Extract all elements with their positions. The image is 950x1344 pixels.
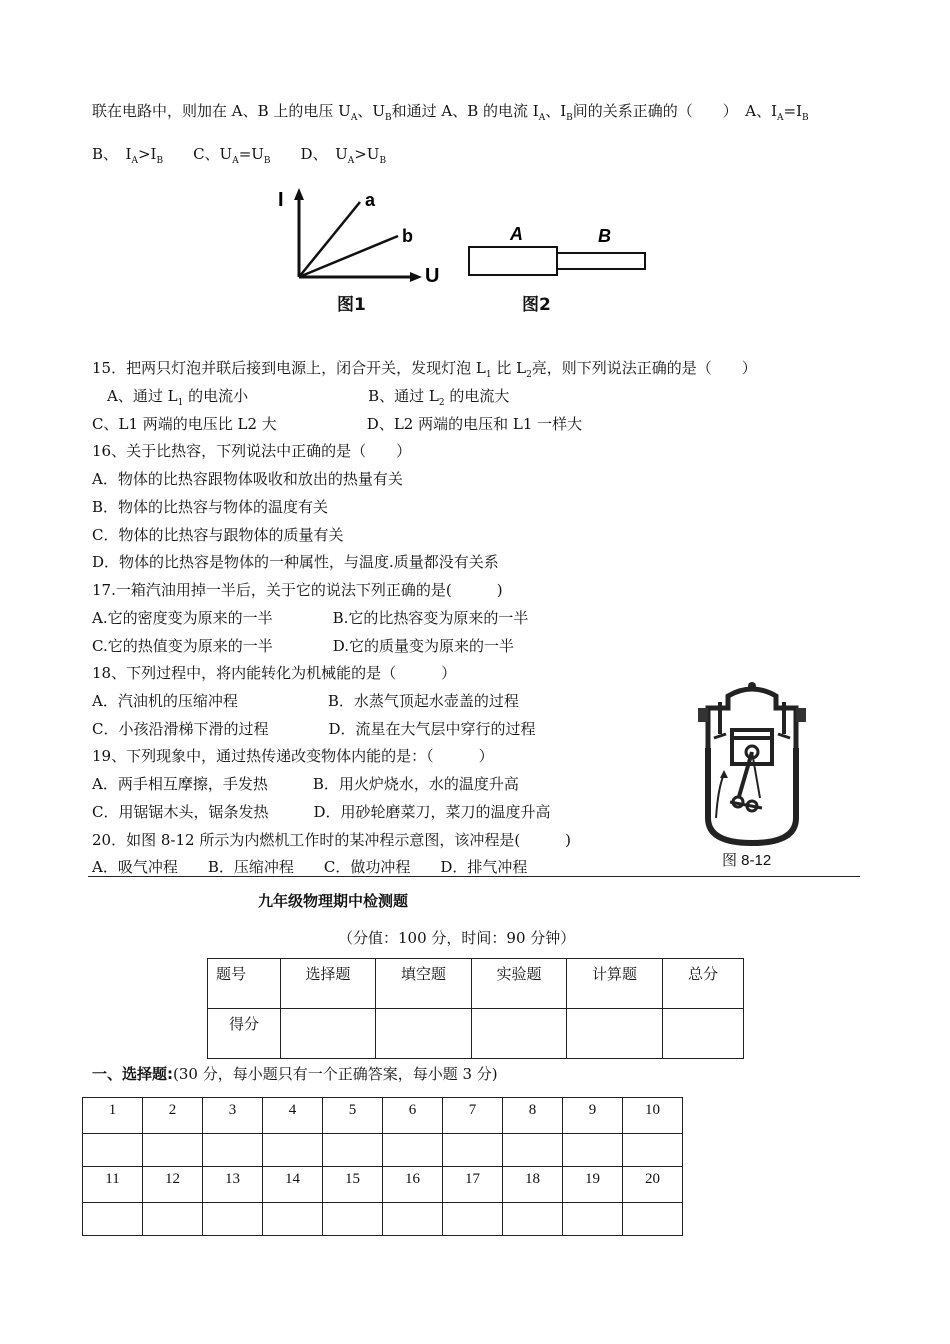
axis-label-u: U — [425, 265, 440, 287]
score-cell[interactable] — [567, 1009, 663, 1059]
answer-cell[interactable] — [203, 1203, 263, 1236]
figure-2-conductors — [465, 220, 655, 290]
line-label-a: a — [365, 190, 376, 210]
score-header: 总分 — [663, 959, 744, 1009]
answer-number: 16 — [383, 1167, 443, 1203]
answer-blank-row — [83, 1203, 683, 1236]
engine-cylinder-figure — [690, 678, 815, 848]
answer-cell[interactable] — [383, 1203, 443, 1236]
answer-cell[interactable] — [143, 1134, 203, 1167]
answer-number: 3 — [203, 1098, 263, 1134]
exam-title: 九年级物理期中检测题 — [258, 892, 409, 910]
section-1-heading — [92, 1064, 498, 1084]
q15-options-ab: A、通过 $L_1$ 的电流小 B、通过 $L_2$ 的电流大 — [92, 387, 510, 408]
answer-number: 5 — [323, 1098, 383, 1134]
answer-grid — [82, 1097, 683, 1236]
answer-cell[interactable] — [323, 1134, 383, 1167]
answer-cell[interactable] — [263, 1203, 323, 1236]
answer-number: 10 — [623, 1098, 683, 1134]
q16-option-a: A．物体的比热容跟物体吸收和放出的热量有关 — [92, 470, 403, 488]
answer-number: 19 — [563, 1167, 623, 1203]
q15-stem: 15．把两只灯泡并联后接到电源上，闭合开关，发现灯泡 $L_1$ 比 $L_2$亮，则下列说法正确的是（ ） — [92, 359, 757, 380]
answer-number: 20 — [623, 1167, 683, 1203]
conductor-label-a: A — [510, 224, 523, 244]
answer-number: 7 — [443, 1098, 503, 1134]
answer-blank-row — [83, 1134, 683, 1167]
section-1-note: (30 分，每小题只有一个正确答案，每小题 3 分) — [173, 1065, 498, 1083]
answer-cell[interactable] — [563, 1203, 623, 1236]
answer-number: 8 — [503, 1098, 563, 1134]
score-header: 填空题 — [376, 959, 472, 1009]
score-header: 实验题 — [472, 959, 567, 1009]
score-cell[interactable] — [281, 1009, 376, 1059]
answer-cell[interactable] — [503, 1203, 563, 1236]
answer-number-row — [83, 1098, 683, 1134]
q18-stem: 18、下列过程中，将内能转化为机械能的是（ ） — [92, 664, 457, 682]
figure-1-label: 图1 — [337, 295, 366, 315]
q14-line-2: B、 $I_A>I_B$ C、$U_A=U_B$ D、 $U_A>U_B$ — [92, 145, 387, 166]
answer-number: 2 — [143, 1098, 203, 1134]
line-label-b: b — [402, 226, 413, 246]
conductor-label-b: B — [598, 226, 611, 246]
answer-number: 6 — [383, 1098, 443, 1134]
answer-cell[interactable] — [203, 1134, 263, 1167]
q19-options-cd: C．用锯锯木头，锯条发热 D．用砂轮磨菜刀，菜刀的温度升高 — [92, 803, 551, 821]
figure-1-iu-graph — [270, 180, 450, 290]
score-header: 选择题 — [281, 959, 376, 1009]
q14-line-1: 联在电路中，则加在 A、B 上的电压 $U_A$、$U_B$和通过 A、B 的电流 $I_A$、$I_B$间的关系正确的（ ） A、$I_A=I_B$ — [92, 102, 809, 123]
answer-number: 4 — [263, 1098, 323, 1134]
q17-stem: 17.一箱汽油用掉一半后，关于它的说法下列正确的是( ) — [92, 581, 503, 599]
score-cell[interactable] — [376, 1009, 472, 1059]
engine-figure-label: 图 8-12 — [722, 852, 772, 869]
answer-number-row — [83, 1167, 683, 1203]
answer-cell[interactable] — [83, 1134, 143, 1167]
answer-cell[interactable] — [623, 1203, 683, 1236]
q19-stem: 19、下列现象中，通过热传递改变物体内能的是：（ ） — [92, 747, 494, 765]
answer-number: 9 — [563, 1098, 623, 1134]
q19-options-ab: A．两手相互摩擦，手发热 B．用火炉烧水，水的温度升高 — [92, 775, 519, 793]
q17-options-cd: C.它的热值变为原来的一半 D.它的质量变为原来的一半 — [92, 637, 514, 655]
figure-2-label: 图2 — [522, 295, 551, 315]
answer-number: 17 — [443, 1167, 503, 1203]
q16-option-d: D．物体的比热容是物体的一种属性，与温度.质量都没有关系 — [92, 553, 499, 571]
q20-options: A．吸气冲程 B．压缩冲程 C．做功冲程 D．排气冲程 — [92, 858, 528, 876]
score-cell[interactable] — [472, 1009, 567, 1059]
score-header: 题号 — [208, 959, 281, 1009]
answer-cell[interactable] — [263, 1134, 323, 1167]
answer-cell[interactable] — [443, 1134, 503, 1167]
answer-number: 14 — [263, 1167, 323, 1203]
q18-options-ab: A．汽油机的压缩冲程 B．水蒸气顶起水壶盖的过程 — [92, 692, 519, 710]
answer-cell[interactable] — [443, 1203, 503, 1236]
answer-cell[interactable] — [383, 1134, 443, 1167]
answer-number: 13 — [203, 1167, 263, 1203]
section-divider — [88, 876, 860, 877]
answer-cell[interactable] — [503, 1134, 563, 1167]
q15-options-cd: C、L1 两端的电压比 L2 大 D、L2 两端的电压和 L1 一样大 — [92, 415, 583, 433]
answer-cell[interactable] — [623, 1134, 683, 1167]
exam-subtitle: （分值：100 分，时间：90 分钟） — [338, 929, 576, 947]
score-cell[interactable] — [663, 1009, 744, 1059]
answer-cell[interactable] — [323, 1203, 383, 1236]
q17-options-ab: A.它的密度变为原来的一半 B.它的比热容变为原来的一半 — [92, 609, 529, 627]
score-table — [207, 958, 744, 1059]
q20-stem: 20．如图 8-12 所示为内燃机工作时的某冲程示意图，该冲程是( ) — [92, 831, 572, 849]
q18-options-cd: C．小孩沿滑梯下滑的过程 D．流星在大气层中穿行的过程 — [92, 720, 536, 738]
answer-cell[interactable] — [563, 1134, 623, 1167]
answer-number: 15 — [323, 1167, 383, 1203]
q16-option-b: B．物体的比热容与物体的温度有关 — [92, 498, 329, 516]
answer-number: 18 — [503, 1167, 563, 1203]
q16-option-c: C．物体的比热容与跟物体的质量有关 — [92, 526, 344, 544]
answer-number: 11 — [83, 1167, 143, 1203]
q16-stem: 16、关于比热容，下列说法中正确的是（ ） — [92, 442, 412, 460]
axis-label-i: I — [278, 189, 284, 211]
answer-number: 12 — [143, 1167, 203, 1203]
score-row-label: 得分 — [208, 1009, 281, 1059]
answer-cell[interactable] — [83, 1203, 143, 1236]
answer-cell[interactable] — [143, 1203, 203, 1236]
answer-number: 1 — [83, 1098, 143, 1134]
section-1-title: 一、选择题: — [92, 1065, 173, 1083]
score-header: 计算题 — [567, 959, 663, 1009]
